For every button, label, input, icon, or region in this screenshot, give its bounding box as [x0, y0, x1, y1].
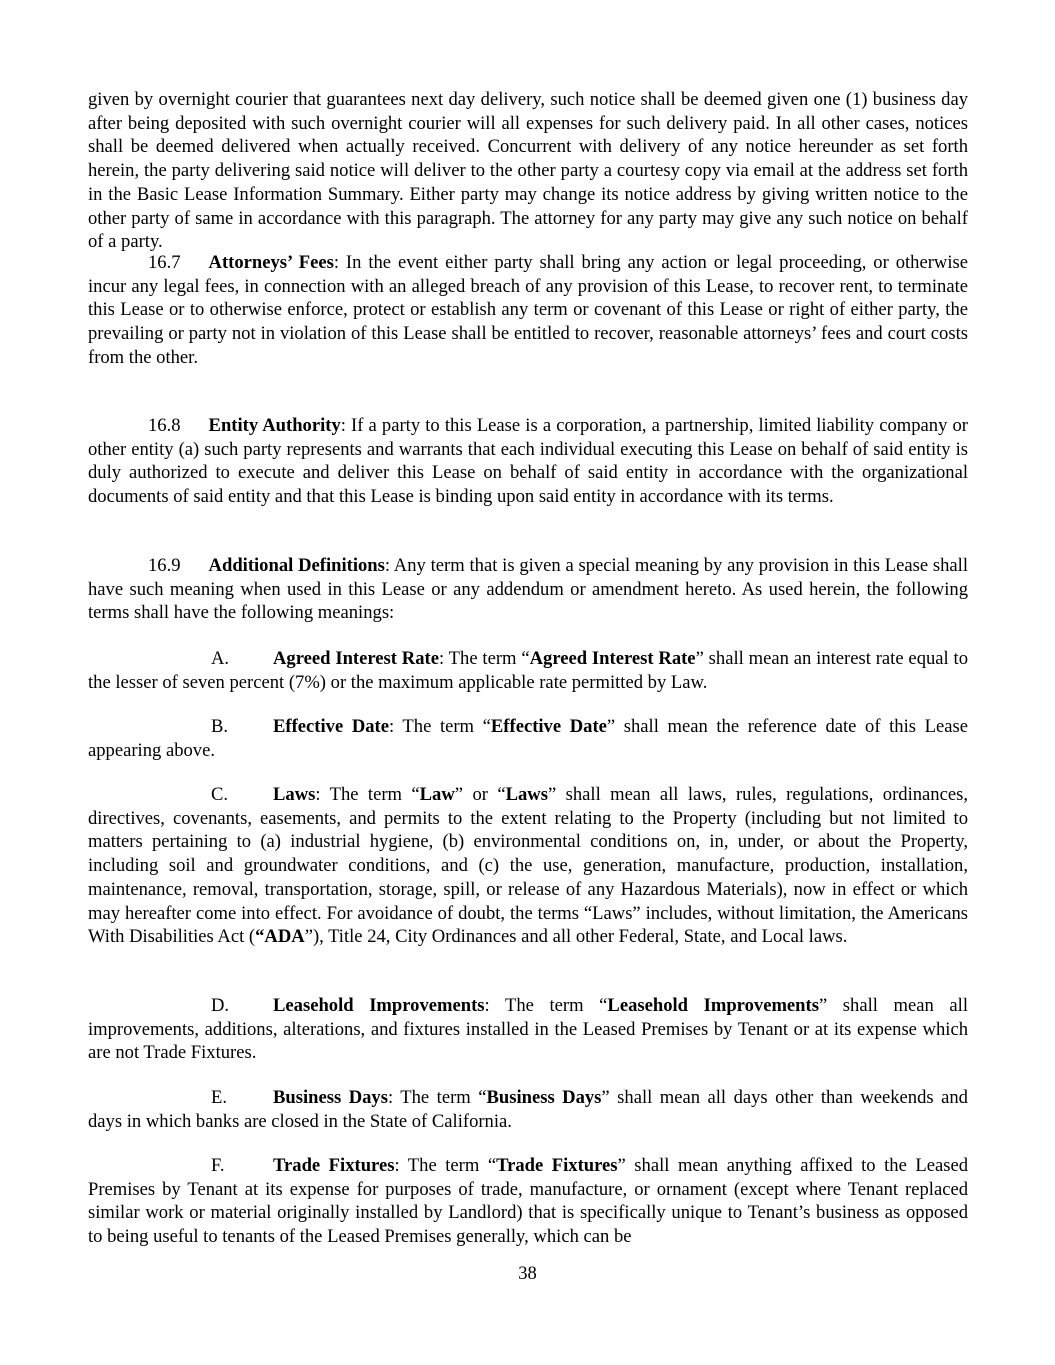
definition-heading: Laws — [273, 784, 316, 805]
definition-e — [88, 1086, 968, 1133]
definition-heading: Business Days — [273, 1087, 388, 1108]
definition-d — [88, 994, 968, 1065]
defined-term: Trade Fixtures — [496, 1155, 618, 1176]
definition-text: ” shall mean the reference date of this Lease appearing above. — [88, 716, 968, 761]
definition-text: : The term “ — [438, 648, 530, 669]
definition-text: ” or “ — [454, 784, 506, 805]
definition-letter: F. — [211, 1155, 225, 1176]
defined-term: Leasehold Improvements — [607, 995, 819, 1016]
definition-letter: E. — [211, 1087, 228, 1108]
defined-term-abbreviation: “ADA — [255, 926, 305, 948]
defined-term: Effective Date — [490, 716, 607, 737]
definition-text: ” shall mean all days other than weekends and days in which banks are closed in the State of California. — [88, 1087, 968, 1132]
definition-heading: Agreed Interest Rate — [273, 648, 439, 669]
section-heading: Additional Definitions — [208, 555, 385, 576]
definition-letter: A. — [211, 648, 230, 669]
definition-text: : The term “ — [388, 716, 491, 737]
defined-term: Laws — [505, 784, 548, 805]
definition-heading: Effective Date — [273, 716, 389, 737]
definition-letter: D. — [211, 995, 230, 1016]
definition-text: : The term “ — [484, 995, 608, 1016]
definition-heading: Leasehold Improvements — [273, 995, 485, 1016]
definition-text: ” shall mean an interest rate equal to the lesser of seven percent (7%) or the maximum applicable rate permitted by Law. — [88, 648, 969, 693]
section-body: : Any term that is given a special meaning by any provision in this Lease shall have such meaning when used in this Lease or any addendum or amendment hereto. As used herein, the following terms shall have the following meanings: — [88, 555, 968, 624]
section-body: : In the event either party shall bring any action or legal proceeding, or otherwise incur any legal fees, in connection with an alleged breach of any provision of this Lease, to recover rent, to terminate this Lease or to otherwise enforce, protect or establish any term or covenant of this Lease or right of either party, the prevailing or party not in violation of this Lease shall be entitled to recover, reasonable attorneys’ fees and court costs from the other. — [88, 252, 968, 368]
definition-letter: B. — [211, 716, 229, 737]
defined-term: Law — [419, 784, 455, 805]
section-heading: Attorneys’ Fees — [208, 252, 334, 273]
paragraph-notice-continuation — [88, 88, 968, 254]
definition-text: ”), Title 24, City Ordinances and all other Federal, State, and Local laws. — [304, 926, 848, 948]
definition-b — [88, 715, 968, 762]
defined-term: Business Days — [486, 1087, 602, 1108]
defined-term: Agreed Interest Rate — [529, 648, 696, 669]
section-16-9 — [88, 554, 968, 625]
definition-text: : The term “ — [315, 784, 420, 805]
section-16-7 — [88, 251, 968, 370]
definition-text: ” shall mean all laws, rules, regulations, ordinances, directives, covenants, easements, and permits to the extent relating to the Property (including but not limited to matters pertaining to (a) industrial hygiene, (b) environmental conditions on, in, under, or about the Property, including soil and groundwater conditions, and (c) the use, generation, manufacture, production, installation, maintenance, removal, transportation, storage, spill, or release of any Hazardous Materials), now in effect or which may hereafter come into effect. For avoidance of doubt, the terms “Laws” includes, without limitation, the Americans With Disabilities Act ( — [88, 784, 968, 948]
section-heading: Entity Authority — [208, 415, 341, 436]
section-16-8 — [88, 414, 968, 509]
section-body: : If a party to this Lease is a corporation, a partnership, limited liability company or other entity (a) such party represents and warrants that each individual executing this Lease on behalf of said entity is duly authorized to execute and deliver this Lease on behalf of said entity in accordance with the organizational documents of said entity and that this Lease is binding upon said entity in accordance with its terms. — [88, 415, 968, 508]
definition-heading: Trade Fixtures — [273, 1155, 395, 1176]
section-number: 16.7 — [148, 252, 181, 273]
section-number: 16.8 — [148, 415, 181, 436]
definition-c — [88, 783, 968, 949]
page-number: 38 — [518, 1263, 537, 1284]
definition-a — [88, 647, 968, 694]
paragraph-text: given by overnight courier that guarantees next day delivery, such notice shall be deemed given one (1) business day after being deposited with such overnight courier will all expenses for such delivery paid. In all other cases, notices shall be deemed delivered when actually received. Concurrent with delivery of any notice hereunder as set forth herein, the party delivering said notice will deliver to the other party a courtesy copy via email at the address set forth in the Basic Lease Information Summary. Either party may change its notice address by giving written notice to the other party of same in accordance with this paragraph. The attorney for any party may give any such notice on behalf of a party. — [88, 89, 968, 253]
definition-text: : The term “ — [387, 1087, 487, 1108]
definition-letter: C. — [211, 784, 229, 805]
definition-text: : The term “ — [394, 1155, 497, 1176]
section-number: 16.9 — [148, 555, 181, 576]
definition-text: ” shall mean all improvements, additions, alterations, and fixtures installed in the Leased Premises by Tenant or at its expense which are not Trade Fixtures. — [88, 995, 968, 1064]
definition-f — [88, 1154, 968, 1249]
definition-text: ” shall mean anything affixed to the Leased Premises by Tenant at its expense for purposes of trade, manufacture, or ornament (except where Tenant replaced similar work or material originally installed by Landlord) that is specifically unique to Tenant’s business as opposed to being useful to tenants of the Leased Premises generally, which can be — [88, 1155, 969, 1248]
